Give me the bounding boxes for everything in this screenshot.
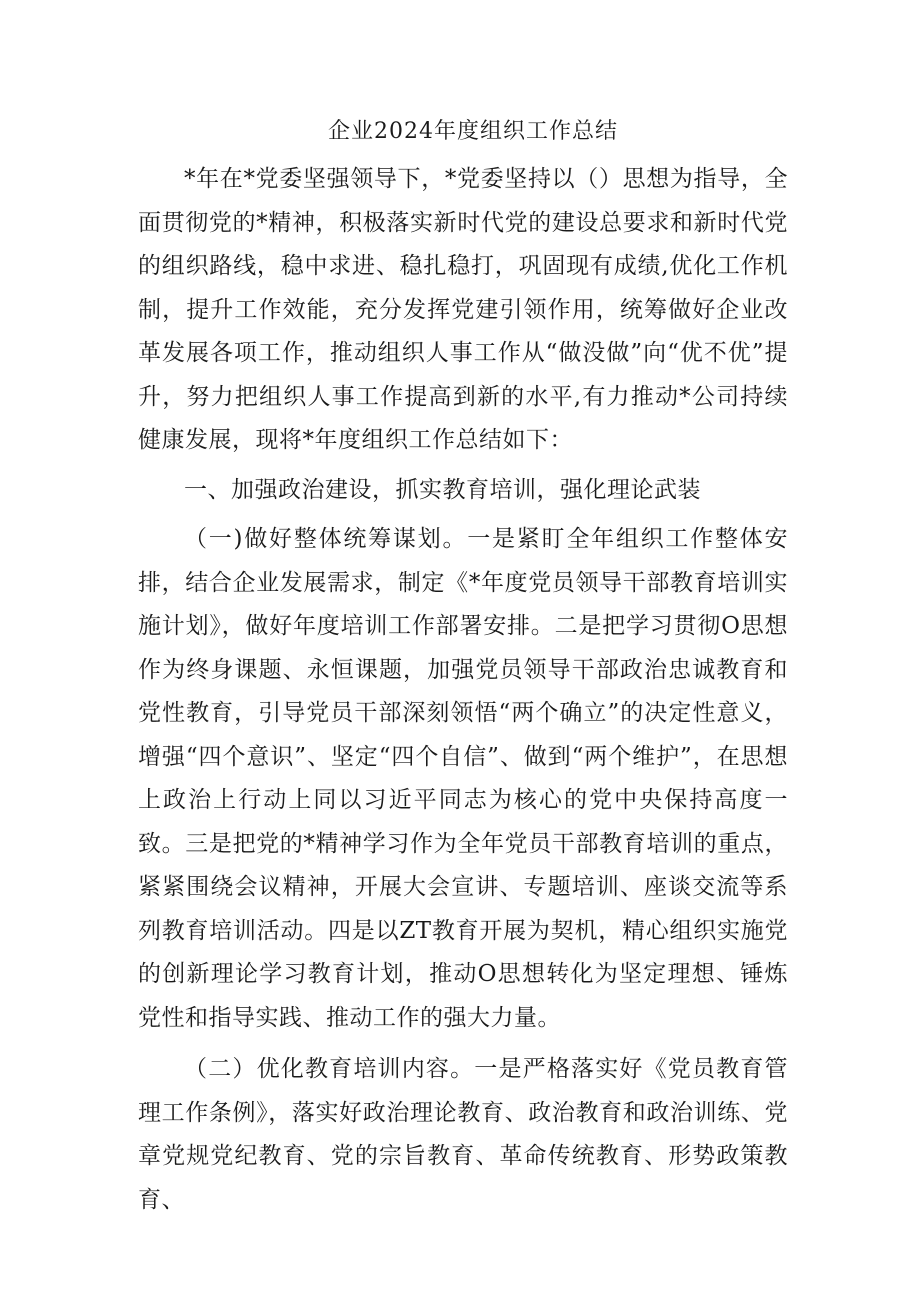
paragraph-1: （一)做好整体统筹谋划。一是紧盯全年组织工作整体安排，结合企业发展需求，制定《*年度党员领导干部教育培训实施计划》，做好年度培训工作部署安排。二是把学习贯彻O思想作为终身课题、永恒课题，加强党员领导干部政治忠诚教育和党性教育，引导党员干部深刻领悟“两个确立”的决定性意义，增强“四个意识”、坚定“四个自信”、做到“两个维护”，在思想上政治上行动上同以习近平同志为核心的党中央保持高度一致。三是把党的*精神学习作为全年党员干部教育培训的重点，紧紧围绕会议精神，开展大会宣讲、专题培训、座谈交流等系列教育培训活动。四是以ZT教育开展为契机，精心组织实施党的创新理论学习教育计划，推动O思想转化为坚定理想、锤炼党性和指导实践、推动工作的强大力量。 <box>138 526 788 1031</box>
section-heading-1: 一、加强政治建设，抓实教育培训，强化理论武装 <box>184 476 701 503</box>
paragraph-2: （二）优化教育培训内容。一是严格落实好《党员教育管理工作条例》，落实好政治理论教育、政治教育和政治训练、党章党规党纪教育、党的宗旨教育、革命传统教育、形势政策教育、 <box>138 1056 788 1213</box>
intro-paragraph: *年在*党委坚强领导下，*党委坚持以（）思想为指导，全面贯彻党的*精神，积极落实新时代党的建设总要求和新时代党的组织路线，稳中求进、稳扎稳打，巩固现有成绩,优化工作机制，提升工作效能，充分发挥党建引领作用，统筹做好企业改革发展各项工作，推动组织人事工作从“做没做”向“优不优”提升，努力把组织人事工作提高到新的水平,有力推动*公司持续健康发展，现将*年度组织工作总结如下： <box>138 166 788 453</box>
paragraph-gap <box>138 1040 788 1048</box>
document-body <box>138 112 788 1222</box>
document-title: 企业2024年度组织工作总结 <box>328 119 618 144</box>
